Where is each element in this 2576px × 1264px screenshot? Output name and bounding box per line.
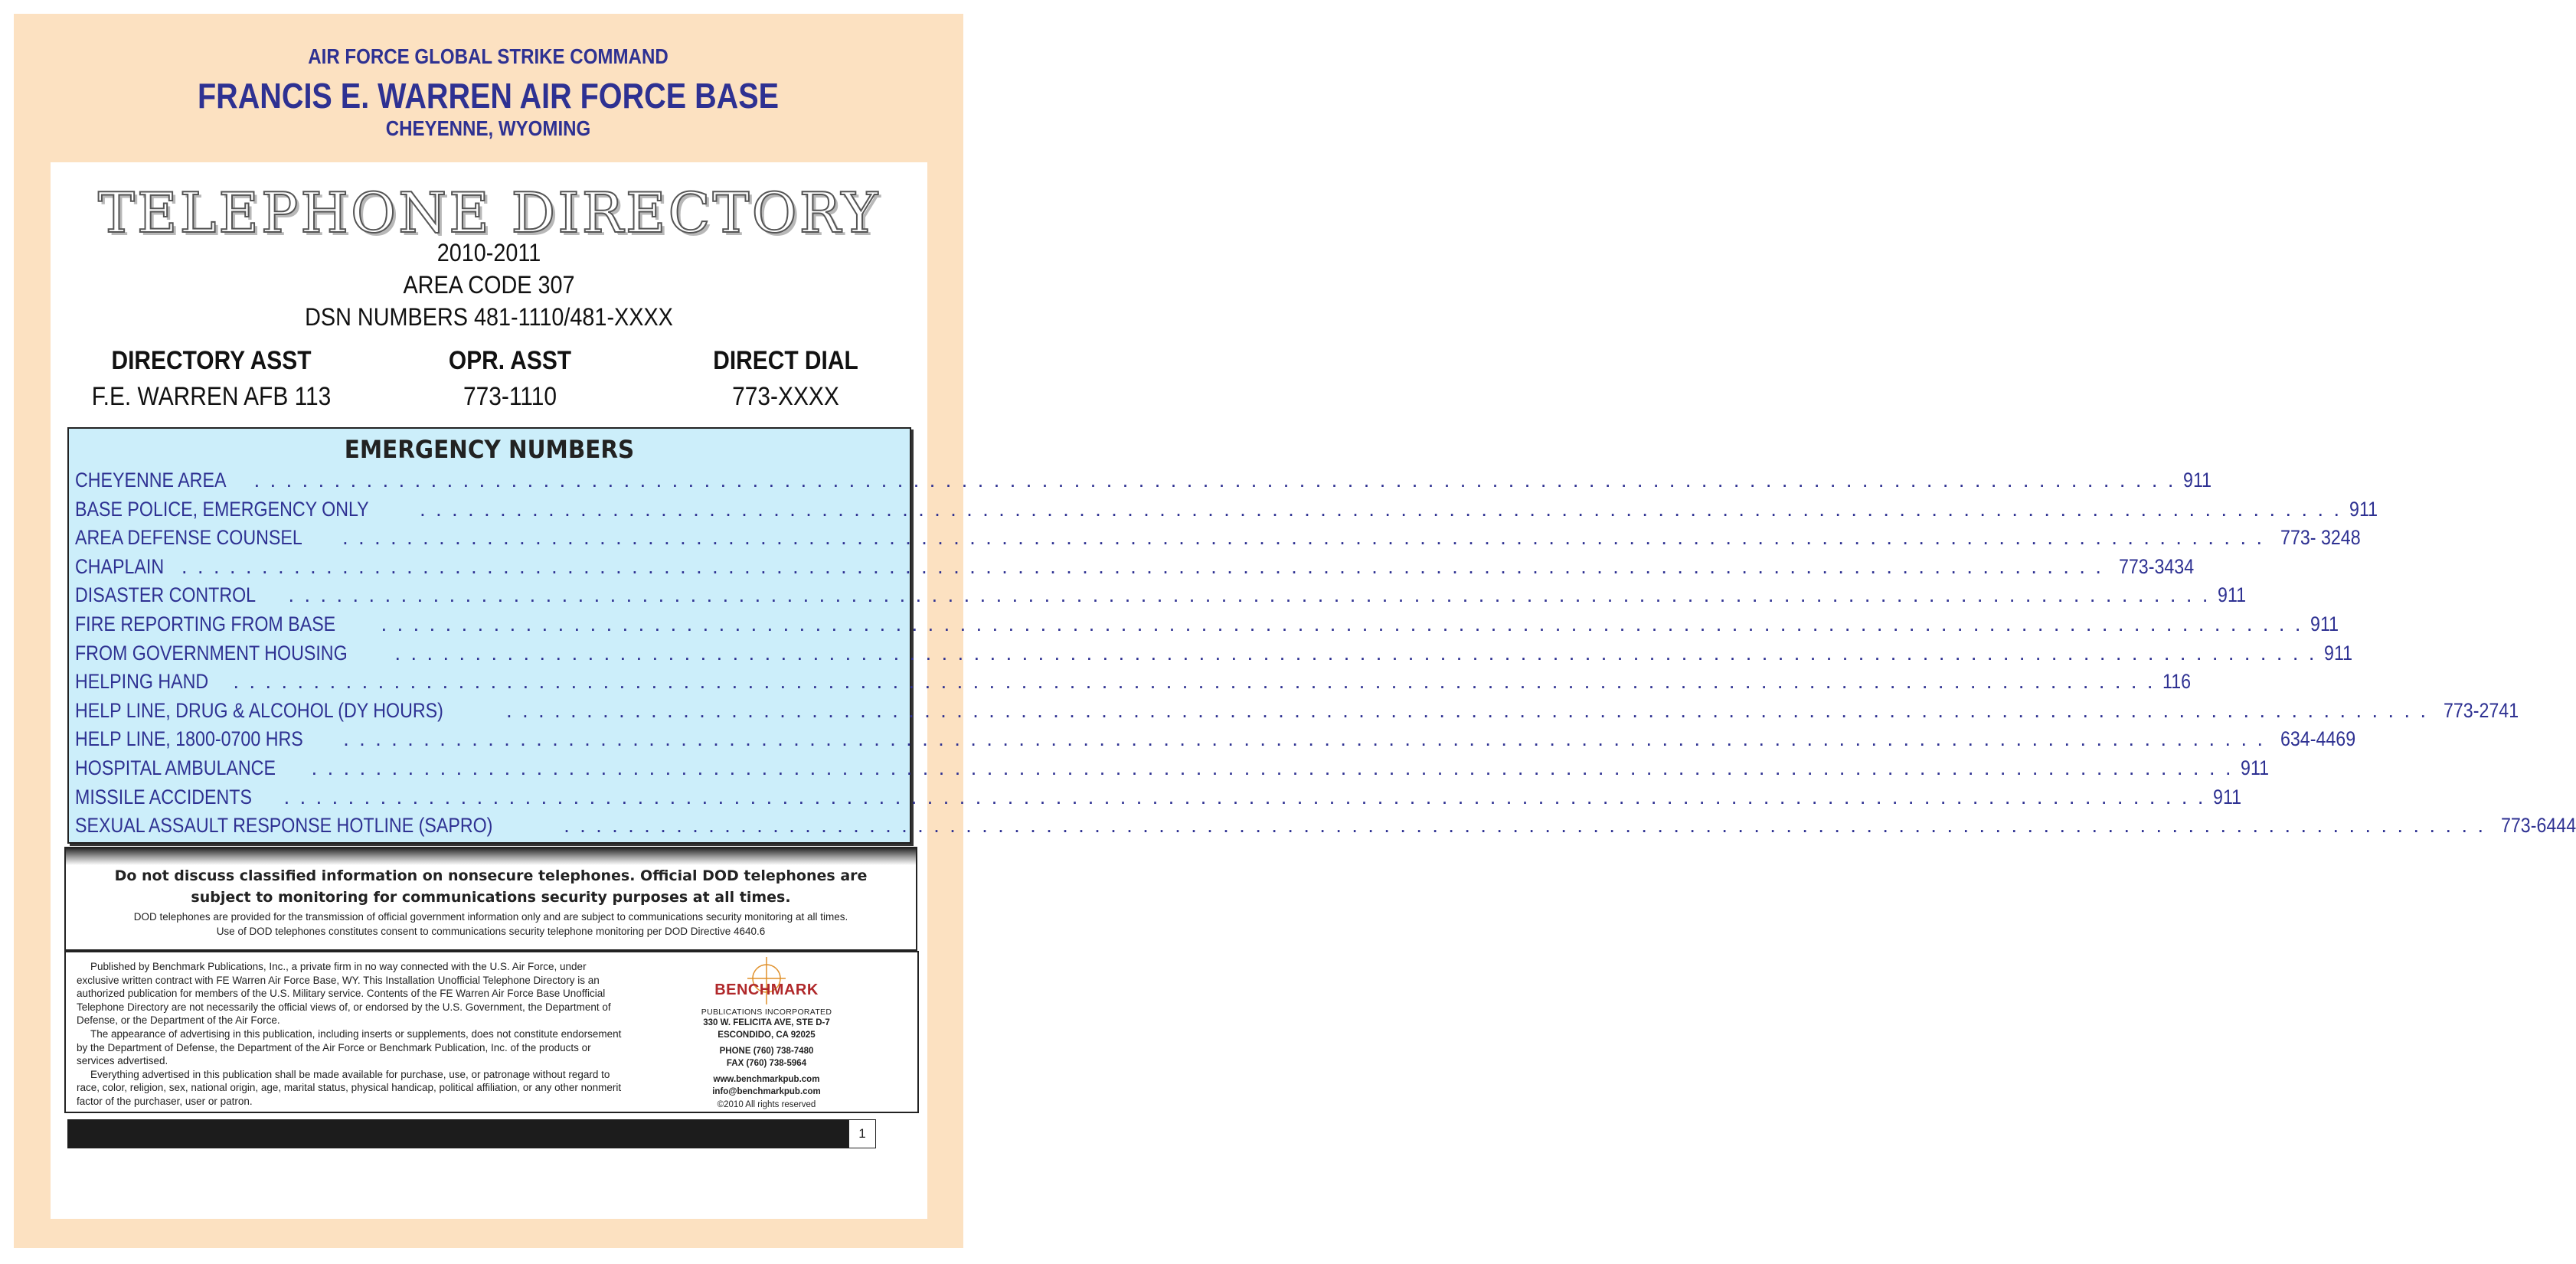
column-value: 773-1110 — [463, 382, 557, 411]
publisher-disclaimer-box — [64, 951, 919, 1113]
security-warning — [66, 865, 916, 908]
emergency-entry — [75, 583, 2247, 612]
disclaimer-paragraph: Published by Benchmark Publications, Inc., a private firm in no way connected with the U.S. Air Force, under exclusive written contract with FE Warren Air Force Base, WY. This Installation Unofficial Telephone Directory is an authorized publication for members of the U.S. Military service. Contents of the FE Warren Air Force Base Unofficial Telephone Directory are not necessarily the official views of, or endorsed by the U.S. Government, the Department of Defense, or the Department of the Air Force. — [77, 961, 611, 1027]
emergency-entry — [75, 670, 2192, 699]
directory-year: 2010-2011 — [436, 239, 541, 266]
emergency-entry — [75, 785, 2242, 815]
emergency-entry — [75, 554, 2195, 584]
logo-subtitle: PUBLICATIONS INCORPORATED — [701, 1008, 832, 1017]
benchmark-logo-block — [678, 957, 855, 1109]
disclaimer-paragraph: Everything advertised in this publication shall be made available for purchase, use, or patronage without regard to race, color, religion, sex, national origin, age, marital status, physical handicap, political affiliation, or any other nonmerit factor of the purchaser, user or patron. — [77, 1068, 622, 1107]
leader-dots: . . . . . . . . . . . . . . . . . . . . . . . . . . . . . . . . . . . . . . . . . . . . . . . . . . . . . . . . . . . . . . . . . . . . . . . . . . . . . . . . . . . . . . . . . . . . . . . . . . . . . . . . . . . . . . . . . . . . . . . . — [420, 497, 2342, 521]
entry-number: 911 — [2213, 785, 2242, 808]
publisher-address: 330 W. FELICITA AVE, STE D-7 — [703, 1018, 830, 1027]
leader-dots: . . . . . . . . . . . . . . . . . . . . . . . . . . . . . . . . . . . . . . . . . . . . . . . . . . . . . . . . . . . . . . . . . . . . . . . . . . . . . . . . . . . . . . . . . . . . . . . . . . . . . . . . . . . . . . . . . . . . . . . . — [506, 698, 2429, 722]
publisher-phone: PHONE (760) 738-7480 — [719, 1047, 814, 1056]
copyright: ©2010 All rights reserved — [717, 1100, 816, 1109]
directory-assistance — [83, 346, 339, 412]
emergency-entry — [75, 469, 2212, 498]
logo-name: BENCHMARK — [714, 981, 819, 998]
details-line-2: Use of DOD telephones constitutes consent to communications security telephone monitoring per DOD Directive 4640.6 — [216, 926, 766, 937]
entry-label: HELP LINE, DRUG & ALCOHOL (DY HOURS) — [75, 698, 443, 722]
entry-label: CHEYENNE AREA — [75, 469, 227, 492]
direct-dial — [678, 346, 894, 412]
column-value: 773-XXXX — [732, 382, 839, 411]
emergency-numbers-box — [67, 427, 2576, 844]
column-heading: DIRECT DIAL — [713, 346, 858, 375]
location: CHEYENNE, WYOMING — [385, 116, 591, 140]
area-code: AREA CODE 307 — [403, 271, 575, 299]
entry-number: 634-4469 — [2280, 727, 2356, 751]
details-line-1: DOD telephones are provided for the transmission of official government information only and are subject to communications security monitoring at all times. — [133, 911, 848, 923]
entry-number: 911 — [2218, 583, 2247, 607]
entry-number: 773-6444 — [2501, 814, 2576, 838]
publisher-email: info@benchmarkpub.com — [712, 1087, 821, 1096]
leader-dots: . . . . . . . . . . . . . . . . . . . . . . . . . . . . . . . . . . . . . . . . . . . . . . . . . . . . . . . . . . . . . . . . . . . . . . . . . . . . . . . . . . . . . . . . . . . . . . . . . . . . . . . . . . . . . . . . . . . . . . . . — [343, 727, 2266, 751]
entry-number: 773-2741 — [2443, 698, 2519, 722]
page-number: 1 — [848, 1119, 876, 1148]
emergency-entry — [75, 756, 2270, 786]
security-notice — [64, 847, 917, 951]
entry-number: 116 — [2162, 670, 2192, 694]
entry-label: FIRE REPORTING FROM BASE — [75, 612, 336, 635]
notice-gradient-bar — [66, 848, 916, 865]
benchmark-logo — [678, 957, 855, 1004]
emergency-entry — [75, 814, 2576, 843]
entry-number: 773- 3248 — [2280, 526, 2361, 550]
leader-dots: . . . . . . . . . . . . . . . . . . . . . . . . . . . . . . . . . . . . . . . . . . . . . . . . . . . . . . . . . . . . . . . . . . . . . . . . . . . . . . . . . . . . . . . . . . . . . . . . . . . . . . . . . . . . . . . . . . . . . . . . — [381, 612, 2303, 635]
leader-dots: . . . . . . . . . . . . . . . . . . . . . . . . . . . . . . . . . . . . . . . . . . . . . . . . . . . . . . . . . . . . . . . . . . . . . . . . . . . . . . . . . . . . . . . . . . . . . . . . . . . . . . . . . . . . . . . . . . . . . . . . — [181, 554, 2104, 578]
emergency-list — [75, 469, 2576, 843]
content-panel — [51, 162, 2576, 1219]
column-value: F.E. WARREN AFB 113 — [91, 382, 332, 411]
emergency-title: EMERGENCY NUMBERS — [344, 435, 635, 464]
warning-line-2: subject to monitoring for communications security purposes at all times. — [191, 889, 791, 906]
entry-label: SEXUAL ASSAULT RESPONSE HOTLINE (SAPRO) — [75, 814, 493, 838]
base-name: FRANCIS E. WARREN AIR FORCE BASE — [197, 76, 780, 116]
leader-dots: . . . . . . . . . . . . . . . . . . . . . . . . . . . . . . . . . . . . . . . . . . . . . . . . . . . . . . . . . . . . . . . . . . . . . . . . . . . . . . . . . . . . . . . . . . . . . . . . . . . . . . . . . . . . . . . . . . . . . . . . — [342, 526, 2264, 550]
entry-label: AREA DEFENSE COUNSEL — [75, 526, 302, 550]
leader-dots: . . . . . . . . . . . . . . . . . . . . . . . . . . . . . . . . . . . . . . . . . . . . . . . . . . . . . . . . . . . . . . . . . . . . . . . . . . . . . . . . . . . . . . . . . . . . . . . . . . . . . . . . . . . . . . . . . . . . . . . . — [253, 469, 2176, 492]
column-heading: OPR. ASST — [448, 346, 572, 375]
emergency-entry — [75, 641, 2353, 671]
warning-line-1: Do not discuss classified information on nonsecure telephones. Official DOD telephones are — [114, 867, 868, 884]
entry-label: CHAPLAIN — [75, 554, 165, 578]
disclaimer-text — [77, 960, 624, 1109]
command-name: AIR FORCE GLOBAL STRIKE COMMAND — [308, 44, 669, 68]
entry-number: 773-3434 — [2118, 554, 2195, 578]
directory-title: TELEPHONE DIRECTORY — [97, 181, 881, 245]
emergency-entry — [75, 612, 2339, 642]
entry-number: 911 — [2241, 756, 2270, 779]
entry-label: BASE POLICE, EMERGENCY ONLY — [75, 497, 369, 521]
security-details — [66, 910, 916, 939]
operator-assistance — [402, 346, 618, 412]
entry-number: 911 — [2324, 641, 2353, 665]
emergency-entry — [75, 497, 2378, 527]
leader-dots: . . . . . . . . . . . . . . . . . . . . . . . . . . . . . . . . . . . . . . . . . . . . . . . . . . . . . . . . . . . . . . . . . . . . . . . . . . . . . . . . . . . . . . . . . . . . . . . . . . . . . . . . . . . . . . . . . . . . . . . . — [311, 756, 2234, 779]
entry-label: HOSPITAL AMBULANCE — [75, 756, 276, 779]
leader-dots: . . . . . . . . . . . . . . . . . . . . . . . . . . . . . . . . . . . . . . . . . . . . . . . . . . . . . . . . . . . . . . . . . . . . . . . . . . . . . . . . . . . . . . . . . . . . . . . . . . . . . . . . . . . . . . . . . . . . . . . . — [288, 583, 2211, 607]
leader-dots: . . . . . . . . . . . . . . . . . . . . . . . . . . . . . . . . . . . . . . . . . . . . . . . . . . . . . . . . . . . . . . . . . . . . . . . . . . . . . . . . . . . . . . . . . . . . . . . . . . . . . . . . . . . . . . . . . . . . . . . . — [283, 785, 2206, 808]
entry-number: 911 — [2183, 469, 2212, 492]
emergency-entry — [75, 698, 2519, 728]
footer-bar — [67, 1119, 848, 1148]
column-heading: DIRECTORY ASST — [111, 346, 312, 375]
entry-label: FROM GOVERNMENT HOUSING — [75, 641, 348, 665]
entry-number: 911 — [2310, 612, 2339, 635]
publisher-city: ESCONDIDO, CA 92025 — [718, 1030, 816, 1040]
publisher-website: www.benchmarkpub.com — [713, 1075, 820, 1084]
entry-label: HELP LINE, 1800-0700 HRS — [75, 727, 303, 751]
entry-number: 911 — [2349, 497, 2378, 521]
entry-label: MISSILE ACCIDENTS — [75, 785, 252, 808]
disclaimer-paragraph: The appearance of advertising in this publication, including inserts or supplements, does not constitute endorsement by the Department of Defense, the Department of the Air Force or Benchmark Publication, Inc. of the products or services advertised. — [77, 1027, 622, 1067]
publisher-fax: FAX (760) 738-5964 — [726, 1059, 807, 1068]
dsn-numbers: DSN NUMBERS 481-1110/481-XXXX — [305, 303, 673, 331]
leader-dots: . . . . . . . . . . . . . . . . . . . . . . . . . . . . . . . . . . . . . . . . . . . . . . . . . . . . . . . . . . . . . . . . . . . . . . . . . . . . . . . . . . . . . . . . . . . . . . . . . . . . . . . . . . . . . . . . . . . . . . . . — [564, 814, 2486, 838]
entry-label: HELPING HAND — [75, 670, 209, 694]
entry-label: DISASTER CONTROL — [75, 583, 257, 607]
leader-dots: . . . . . . . . . . . . . . . . . . . . . . . . . . . . . . . . . . . . . . . . . . . . . . . . . . . . . . . . . . . . . . . . . . . . . . . . . . . . . . . . . . . . . . . . . . . . . . . . . . . . . . . . . . . . . . . . . . . . . . . . — [394, 641, 2317, 665]
leader-dots: . . . . . . . . . . . . . . . . . . . . . . . . . . . . . . . . . . . . . . . . . . . . . . . . . . . . . . . . . . . . . . . . . . . . . . . . . . . . . . . . . . . . . . . . . . . . . . . . . . . . . . . . . . . . . . . . . . . . . . . . — [233, 670, 2156, 694]
emergency-entry — [75, 526, 2361, 555]
emergency-entry — [75, 727, 2356, 756]
